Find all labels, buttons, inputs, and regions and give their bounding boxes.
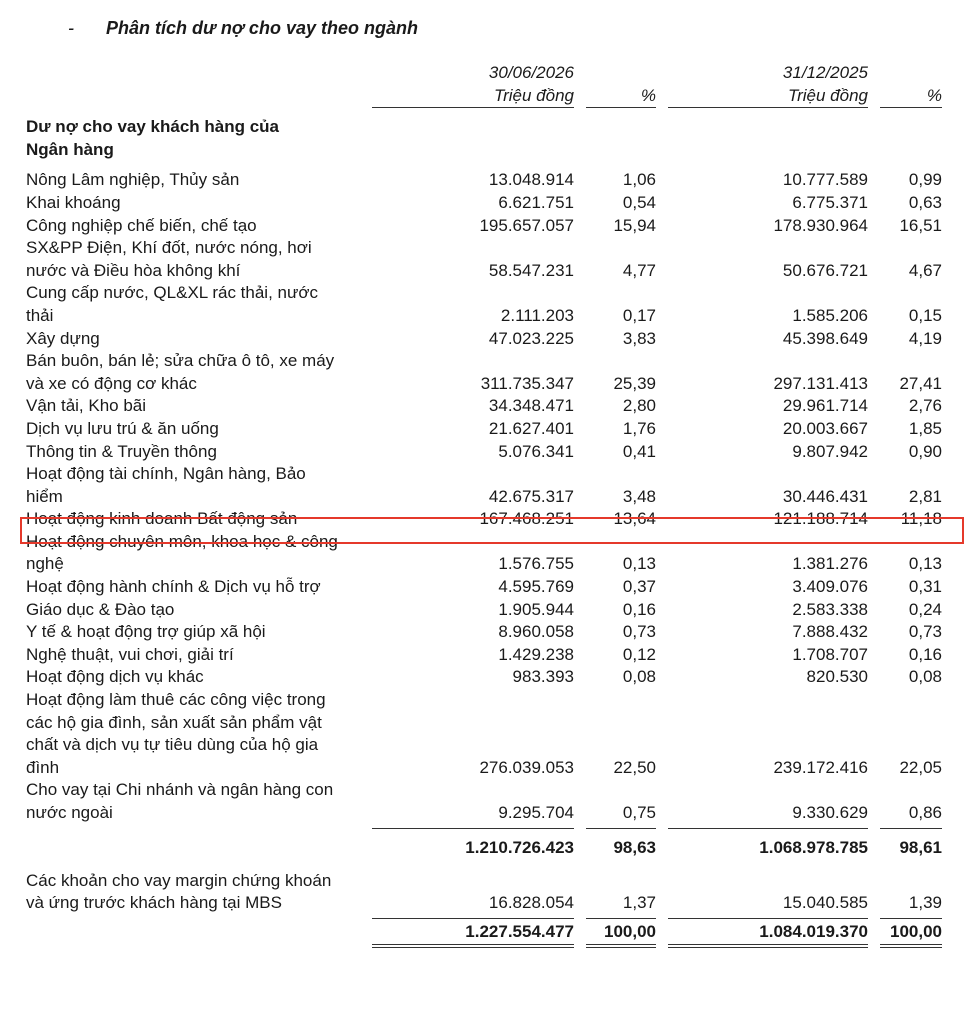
margin-value-current: 16.828.054 (488, 893, 574, 913)
row-pct-current: 0,54 (622, 192, 656, 212)
row-value-current: 195.657.057 (479, 215, 574, 235)
row-label: Nông Lâm nghiệp, Thủy sản (26, 170, 240, 190)
row-value-prior: 50.676.721 (782, 260, 868, 280)
row-label: Hoạt động chuyên môn, khoa học & công nghệ (26, 531, 338, 574)
row-value-current: 34.348.471 (488, 396, 574, 416)
row-value-prior: 9.330.629 (792, 803, 868, 822)
row-value-current: 4.595.769 (498, 577, 574, 597)
row-pct-prior: 1,85 (908, 418, 942, 438)
industry-rows (26, 169, 942, 824)
row-value-prior: 29.961.714 (782, 396, 868, 416)
header-unit-prior: Triệu đồng (668, 85, 868, 108)
row-value-prior: 2.583.338 (792, 599, 868, 619)
row-label: Khai khoáng (26, 192, 121, 212)
row-value-current: 58.547.231 (488, 260, 574, 280)
table-row (26, 328, 942, 351)
grand-total-row (26, 921, 942, 946)
group-title-line2: Ngân hàng (26, 139, 114, 159)
table-row (26, 508, 942, 531)
row-pct-prior: 0,86 (908, 803, 942, 822)
row-value-prior: 1.381.276 (792, 554, 868, 574)
row-pct-current: 0,75 (622, 803, 656, 822)
table-row (26, 621, 942, 644)
header-date-current: 30/06/2026 (488, 63, 574, 82)
row-value-prior: 45.398.649 (782, 328, 868, 348)
margin-row (26, 870, 942, 915)
row-pct-current: 1,76 (622, 418, 656, 438)
row-value-current: 1.576.755 (498, 554, 574, 574)
table-row (26, 599, 942, 622)
row-value-current: 8.960.058 (498, 622, 574, 642)
row-pct-prior: 16,51 (899, 215, 942, 235)
table-row (26, 531, 942, 576)
total-pct-current: 100,00 (586, 921, 656, 946)
row-pct-prior: 0,73 (908, 622, 942, 642)
row-value-prior: 297.131.413 (773, 373, 868, 393)
subtotal-row (26, 837, 942, 860)
row-label: Thông tin & Truyền thông (26, 441, 217, 461)
subtotal-value-prior: 1.068.978.785 (759, 838, 868, 858)
row-label: Hoạt động hành chính & Dịch vụ hỗ trợ (26, 577, 321, 597)
row-pct-current: 22,50 (613, 757, 656, 777)
row-value-prior: 30.446.431 (782, 486, 868, 506)
row-value-current: 276.039.053 (479, 757, 574, 777)
section-heading (68, 18, 418, 39)
table-row (26, 689, 942, 779)
row-pct-current: 25,39 (613, 373, 656, 393)
table-row (26, 779, 942, 824)
row-value-prior: 6.775.371 (792, 192, 868, 212)
header-date-prior: 31/12/2025 (782, 63, 868, 82)
total-value-current: 1.227.554.477 (372, 921, 574, 946)
row-pct-prior: 0,99 (908, 170, 942, 190)
margin-pct-current: 1,37 (622, 893, 656, 913)
row-value-current: 9.295.704 (498, 803, 574, 822)
row-value-current: 5.076.341 (498, 441, 574, 461)
row-value-current: 311.735.347 (480, 373, 574, 393)
row-pct-current: 0,16 (622, 599, 656, 619)
row-pct-prior: 22,05 (899, 757, 942, 777)
row-value-current: 1.905.944 (498, 599, 574, 619)
subtotal-pct-prior: 98,61 (899, 838, 942, 858)
row-pct-current: 1,06 (622, 170, 656, 190)
table-row (26, 192, 942, 215)
row-value-current: 983.393 (512, 667, 574, 687)
row-value-prior: 10.777.589 (782, 170, 868, 190)
row-value-current: 1.429.238 (498, 644, 574, 664)
table-row (26, 576, 942, 599)
row-label: Vận tải, Kho bãi (26, 396, 147, 416)
row-label: Hoạt động kinh doanh Bất động sản (26, 509, 298, 529)
row-pct-prior: 4,19 (908, 328, 942, 348)
row-value-prior: 20.003.667 (782, 418, 868, 438)
row-pct-current: 0,12 (622, 644, 656, 664)
margin-pct-prior: 1,39 (908, 893, 942, 913)
row-value-current: 47.023.225 (488, 328, 574, 348)
header-pct-current: % (586, 85, 656, 108)
row-value-prior: 9.807.942 (792, 441, 868, 461)
row-value-prior: 1.585.206 (792, 305, 868, 325)
row-value-current: 167.468.251 (479, 509, 574, 529)
row-label: Cung cấp nước, QL&XL rác thải, nước thải (26, 283, 319, 325)
header-unit-current: Triệu đồng (372, 85, 574, 108)
row-pct-prior: 0,24 (908, 599, 942, 619)
row-pct-current: 13,64 (613, 509, 656, 529)
row-label: Dịch vụ lưu trú & ăn uống (26, 418, 219, 438)
row-pct-prior: 0,16 (908, 644, 942, 664)
total-pct-prior: 100,00 (880, 921, 942, 946)
row-value-prior: 820.530 (806, 667, 868, 687)
table-row (26, 463, 942, 508)
row-label: Công nghiệp chế biến, chế tạo (26, 215, 257, 235)
row-value-prior: 1.708.707 (792, 644, 868, 664)
table-row (26, 215, 942, 238)
row-value-current: 2.111.203 (500, 305, 574, 325)
table-row (26, 418, 942, 441)
row-pct-current: 3,48 (622, 486, 656, 506)
total-value-prior: 1.084.019.370 (668, 921, 868, 946)
row-label: Cho vay tại Chi nhánh và ngân hàng con nước ngoài (26, 780, 334, 822)
row-pct-prior: 0,15 (908, 305, 942, 325)
row-pct-current: 0,41 (622, 441, 656, 461)
row-pct-prior: 0,31 (908, 577, 942, 597)
row-value-prior: 3.409.076 (792, 577, 868, 597)
row-label: Bán buôn, bán lẻ; sửa chữa ô tô, xe máy và xe có động cơ khác (26, 351, 335, 393)
table-row (26, 350, 942, 395)
subtotal-pct-current: 98,63 (613, 838, 656, 858)
row-value-prior: 178.930.964 (773, 215, 868, 235)
row-value-current: 42.675.317 (488, 486, 574, 506)
row-pct-current: 15,94 (613, 215, 656, 235)
table-row (26, 395, 942, 418)
row-pct-prior: 11,18 (900, 509, 942, 529)
row-label: Y tế & hoạt động trợ giúp xã hội (26, 622, 266, 642)
row-pct-prior: 0,90 (908, 441, 942, 461)
table-row (26, 169, 942, 192)
table-row (26, 644, 942, 667)
row-label: Hoạt động dịch vụ khác (26, 667, 204, 687)
row-value-prior: 7.888.432 (792, 622, 868, 642)
row-pct-prior: 4,67 (908, 260, 942, 280)
margin-row-label: Các khoản cho vay margin chứng khoán và ứng trước khách hàng tại MBS (26, 870, 332, 913)
row-pct-prior: 0,13 (908, 554, 942, 574)
row-value-prior: 121.188.714 (773, 509, 868, 529)
row-value-prior: 239.172.416 (773, 757, 868, 777)
row-pct-current: 0,37 (622, 577, 656, 597)
row-pct-prior: 0,63 (908, 192, 942, 212)
row-pct-prior: 2,81 (908, 486, 942, 506)
row-pct-prior: 27,41 (899, 373, 942, 393)
row-label: Hoạt động làm thuê các công việc trong các hộ gia đình, sản xuất sản phẩm vật chất và dịch vụ tự tiêu dùng của hộ gia đình (26, 690, 326, 777)
header-pct-prior: % (880, 85, 942, 108)
row-pct-current: 0,73 (622, 622, 656, 642)
table-row (26, 237, 942, 282)
row-pct-current: 0,08 (622, 667, 656, 687)
subtotal-value-current: 1.210.726.423 (465, 838, 574, 858)
row-label: Hoạt động tài chính, Ngân hàng, Bảo hiểm (26, 464, 306, 506)
row-label: Nghệ thuật, vui chơi, giải trí (26, 644, 234, 664)
row-value-current: 21.627.401 (488, 418, 574, 438)
margin-value-prior: 15.040.585 (782, 893, 868, 913)
table-row (26, 282, 942, 327)
row-label: Xây dựng (26, 328, 100, 348)
row-pct-current: 0,17 (622, 305, 656, 325)
row-pct-current: 3,83 (622, 328, 656, 348)
row-pct-current: 4,77 (622, 260, 656, 280)
row-pct-prior: 2,76 (908, 396, 942, 416)
row-label: SX&PP Điện, Khí đốt, nước nóng, hơi nước và Điều hòa không khí (26, 238, 312, 280)
table-row (26, 441, 942, 464)
row-label: Giáo dục & Đào tạo (26, 599, 175, 619)
heading-dash: - (68, 18, 74, 38)
row-pct-current: 0,13 (622, 554, 656, 574)
loan-by-industry-table (26, 62, 942, 948)
section-title: Phân tích dư nợ cho vay theo ngành (106, 18, 418, 38)
row-pct-prior: 0,08 (908, 667, 942, 687)
row-value-current: 13.048.914 (488, 170, 574, 190)
row-value-current: 6.621.751 (498, 192, 574, 212)
group-title-line1: Dư nợ cho vay khách hàng của (26, 117, 280, 137)
row-pct-current: 2,80 (622, 396, 656, 416)
table-row (26, 666, 942, 689)
